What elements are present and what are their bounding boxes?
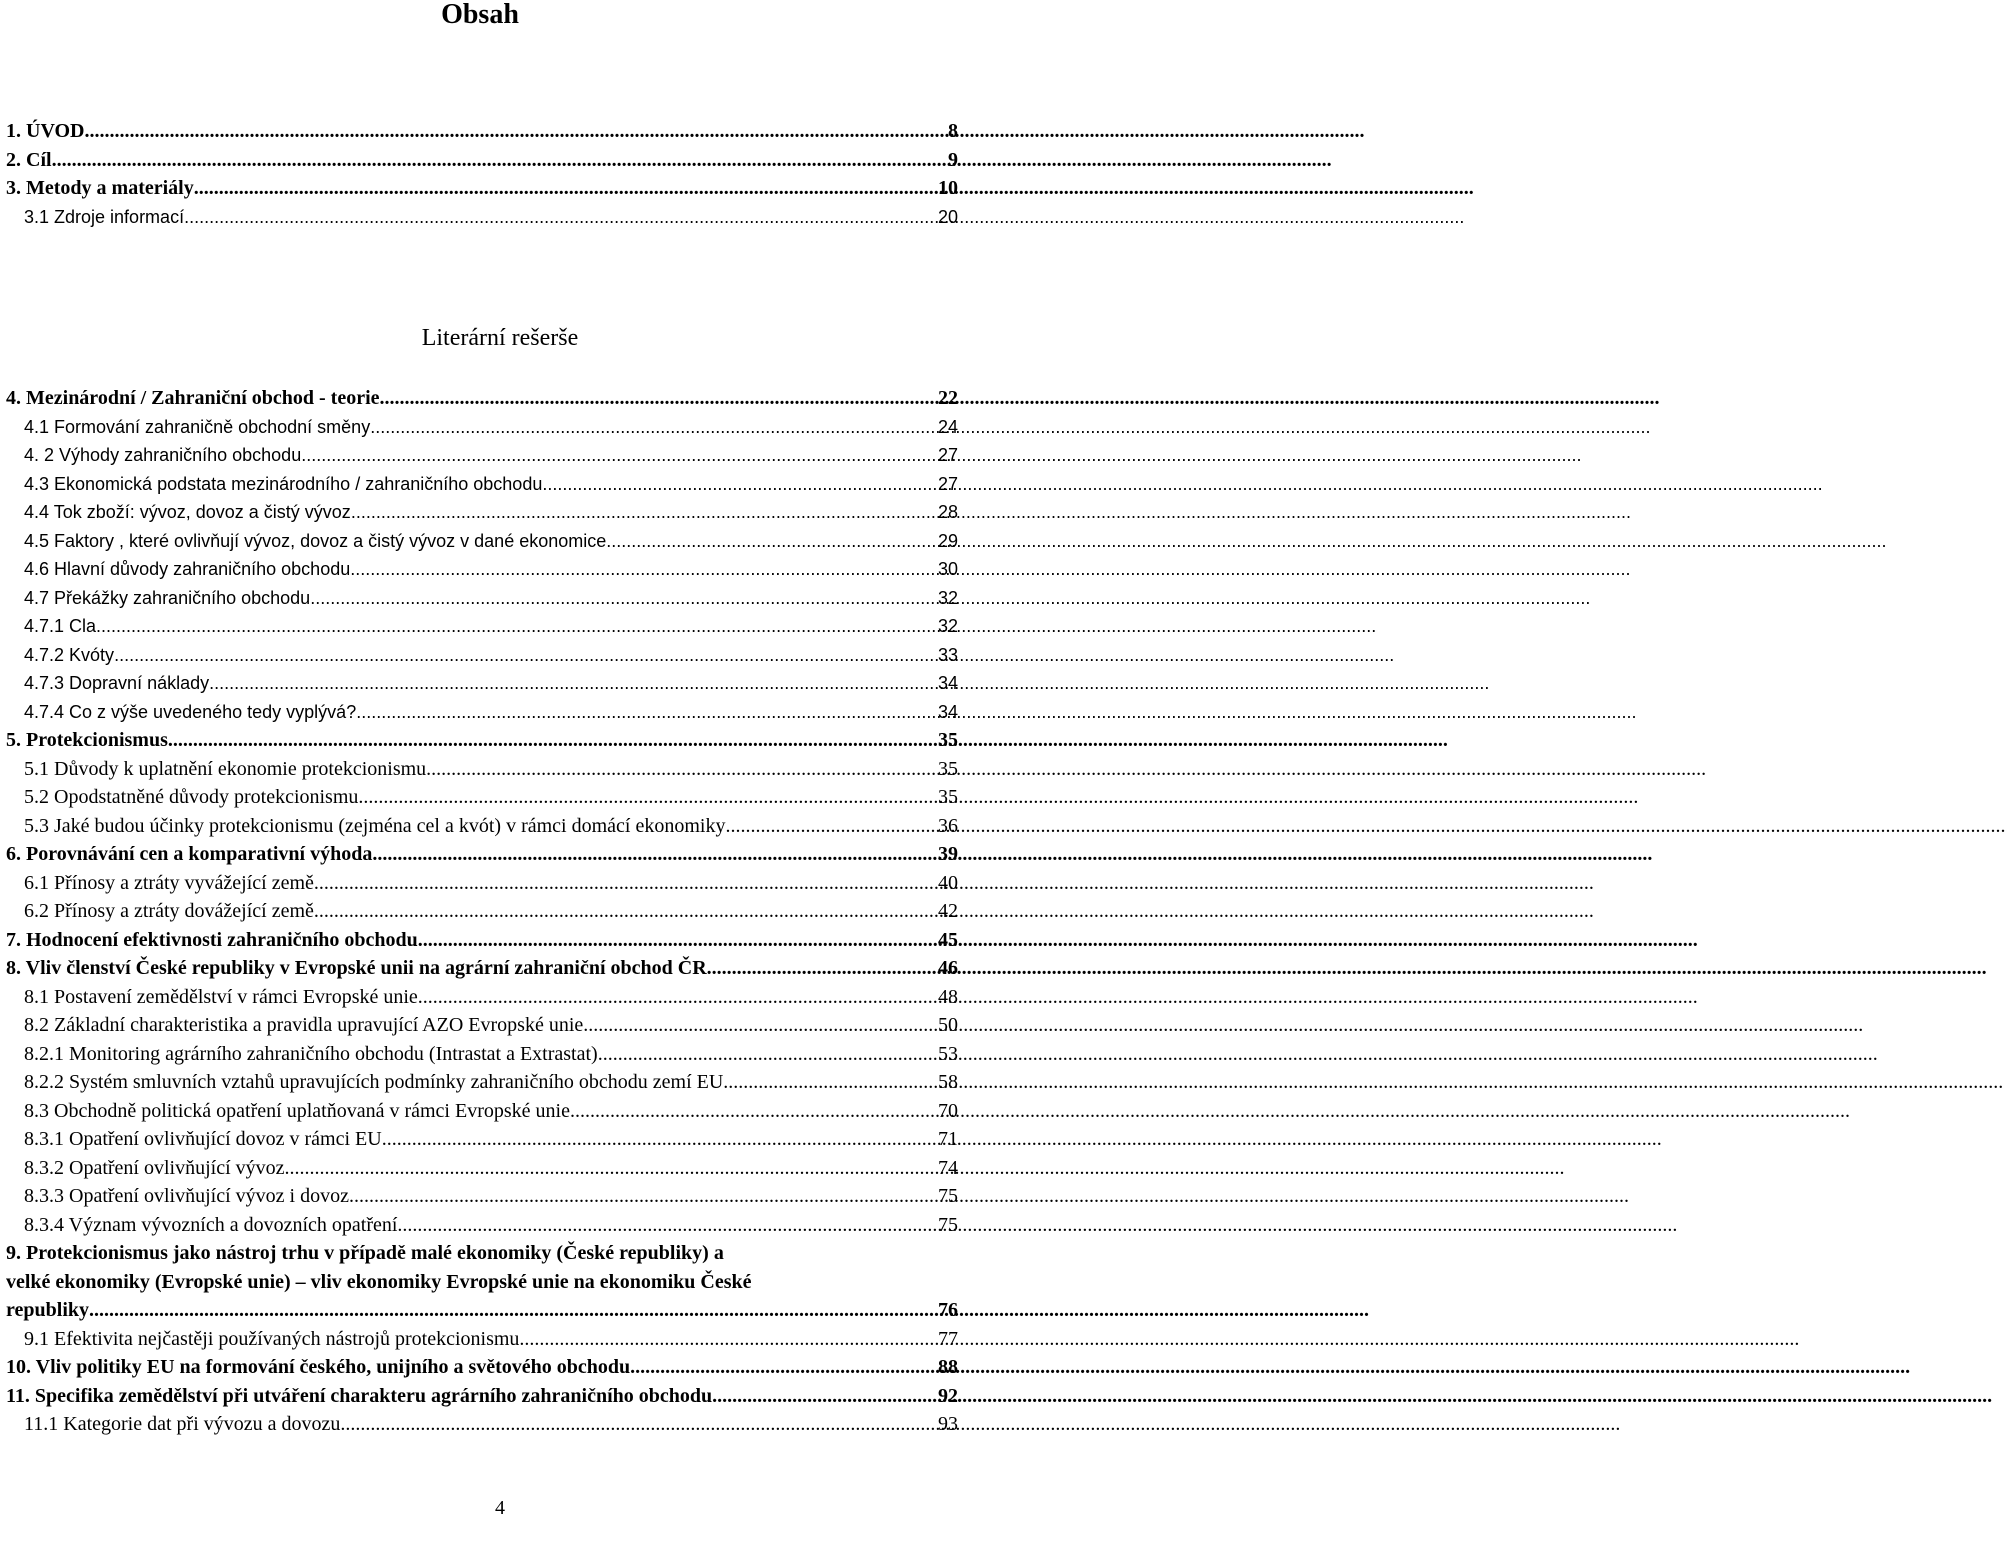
toc-entry[interactable] [0,926,960,955]
toc-entry-label: 4.1 Formování zahraničně obchodní směny [24,416,371,437]
toc-entry-label: 4.3 Ekonomická podstata mezinárodního / zahraničního obchodu [24,473,543,494]
toc-entry-page: 50 [938,1014,958,1036]
section-heading: Literární rešerše [421,325,579,351]
toc-entry[interactable] [0,755,960,784]
toc-entry[interactable] [0,1353,960,1382]
toc-entry[interactable] [0,384,960,413]
toc-entry-page: 58 [938,1071,958,1093]
toc-entry-page: 22 [938,387,958,409]
toc-entry[interactable] [0,783,960,812]
toc-entry[interactable] [0,612,960,641]
toc-entry-label: 4. Mezinárodní / Zahraniční obchod - teorie [6,387,380,409]
toc-entry[interactable] [0,812,960,841]
document-page [0,0,960,1543]
toc-entry-page: 27 [937,473,958,494]
toc-entry-page: 32 [937,616,958,636]
toc-entry-page: 93 [938,1413,958,1435]
toc-leader-dots [314,869,936,898]
toc-entry[interactable] [0,498,960,527]
toc-entry-page: 35 [938,729,958,751]
toc-entry-multiline[interactable] [0,1239,960,1325]
toc-entry-label: 4.7.3 Dopravní náklady [24,673,210,693]
toc-entry-label: 5.2 Opodstatněné důvody protekcionismu [24,786,359,808]
toc-entry-label: 5. Protekcionismus [6,729,168,751]
toc-leader-dots [583,1011,936,1040]
toc-entry-label: 8.3.4 Význam vývozních a dovozních opatření [24,1213,398,1236]
toc-entry-label: 1. ÚVOD [6,120,85,142]
toc-entry[interactable] [0,527,960,556]
toc-entry-page: 35 [938,786,958,808]
toc-entry-page: 76 [938,1299,958,1321]
toc-entry-page: 71 [938,1128,958,1150]
toc-entry-page: 35 [938,757,958,780]
toc-section-front [0,117,960,231]
toc-leader-dots [89,1296,936,1325]
toc-entry-page: 42 [938,900,958,922]
toc-entry[interactable] [0,203,960,232]
toc-entry-page: 75 [938,1213,958,1236]
toc-entry[interactable] [0,669,960,698]
toc-leader-dots [310,584,936,613]
toc-entry[interactable] [0,1325,960,1354]
toc-leader-dots [96,612,936,641]
toc-entry-page: 32 [937,587,958,608]
toc-leader-dots [542,470,936,499]
toc-entry[interactable] [0,983,960,1012]
toc-entry[interactable] [0,1211,960,1240]
toc-entry-page: 74 [938,1156,958,1179]
toc-entry-page: 29 [937,530,958,551]
toc-leader-dots [209,669,936,698]
toc-entry-label: 8.2.1 Monitoring agrárního zahraničního obchodu (Intrastat a Extrastat) [24,1042,598,1065]
toc-entry-label: 9.1 Efektivita nejčastěji používaných nástrojů protekcionismu [24,1327,520,1350]
toc-entry-page: 24 [937,416,958,437]
toc-entry-page: 8 [948,120,958,142]
toc-entry-label: 4.7.2 Kvóty [24,644,115,665]
toc-entry[interactable] [0,1382,960,1411]
toc-entry-label: 8.1 Postavení zemědělství v rámci Evropské unie [24,985,418,1008]
toc-entry[interactable] [0,555,960,584]
toc-entry[interactable] [0,1182,960,1211]
toc-leader-dots [570,1097,936,1126]
toc-entry[interactable] [0,897,960,926]
toc-entry-label: 8.2.2 Systém smluvních vztahů upravujících podmínky zahraničního obchodu zemí EU [24,1071,724,1093]
toc-entry-page: 77 [938,1327,958,1350]
toc-leader-dots [370,413,936,442]
toc-leader-dots [349,1182,936,1211]
toc-leader-dots [380,384,936,413]
toc-entry-label: 4.4 Tok zboží: vývoz, dovoz a čistý vývoz [24,502,351,522]
toc-leader-dots [723,1068,936,1097]
toc-leader-dots [194,174,936,203]
toc-entry-label: 4.7.1 Cla [24,616,97,636]
toc-entry-label: 11.1 Kategorie dat při vývozu a dovozu [24,1413,341,1435]
toc-leader-dots [114,641,936,670]
toc-entry-page: 9 [948,148,958,171]
toc-entry[interactable] [0,698,960,727]
toc-entry[interactable] [0,840,960,869]
toc-entry-label: 7. Hodnocení efektivnosti zahraničního obchodu [6,928,418,951]
toc-leader-dots [598,1040,936,1069]
toc-entry-label: 5.1 Důvody k uplatnění ekonomie protekcionismu [24,757,427,780]
toc-entry[interactable] [0,641,960,670]
toc-entry-page: 88 [938,1356,958,1378]
toc-entry[interactable] [0,441,960,470]
toc-entry-label: 6.1 Přínosy a ztráty vyvážející země [24,871,314,894]
toc-entry-page: 27 [937,445,958,465]
toc-entry[interactable] [0,954,960,983]
toc-entry-label: 3.1 Zdroje informací [24,206,185,227]
toc-leader-dots [397,1211,936,1240]
toc-leader-dots [372,840,936,869]
toc-entry-label: 4.5 Faktory , které ovlivňují vývoz, dovoz a čistý vývoz v dané ekonomice [24,530,607,551]
toc-entry[interactable] [0,1068,960,1097]
toc-leader-dots [184,203,936,232]
toc-entry[interactable] [0,146,960,175]
toc-entry-label: 8.2 Základní charakteristika a pravidla upravující AZO Evropské unie [24,1014,584,1036]
toc-leader-dots [52,146,946,175]
toc-entry-label: 8.3 Obchodně politická opatření uplatňovaná v rámci Evropské unie [24,1099,570,1122]
toc-entry-page: 92 [938,1384,958,1407]
toc-entry-label: 8. Vliv členství České republiky v Evropské unii na agrární zahraniční obchod ČR [6,957,707,979]
toc-entry-page: 20 [937,206,958,227]
toc-section-literature [0,384,960,1439]
toc-entry-label: 3. Metody a materiály [6,177,194,199]
toc-entry-label: 8.3.2 Opatření ovlivňující vývoz [24,1156,285,1179]
toc-leader-dots [725,812,936,841]
page-title: Obsah [441,0,519,30]
toc-entry-page: 45 [938,928,958,951]
toc-entry-label: 5.3 Jaké budou účinky protekcionismu (zejména cel a kvót) v rámci domácí ekonomiky [24,814,726,837]
toc-entry-label: 4.7 Překážky zahraničního obchodu [24,587,311,608]
toc-leader-dots [382,1125,936,1154]
toc-leader-dots [85,117,947,146]
toc-entry-label: 10. Vliv politiky EU na formování českého, unijního a světového obchodu [6,1356,631,1378]
toc-entry[interactable] [0,413,960,442]
toc-leader-dots [426,755,936,784]
toc-entry[interactable] [0,1125,960,1154]
toc-entry-page: 46 [938,957,958,979]
toc-leader-dots [418,926,936,955]
toc-entry[interactable] [0,1154,960,1183]
toc-entry-page: 28 [937,502,958,522]
toc-entry-page: 75 [938,1185,958,1207]
toc-entry-label: 4.6 Hlavní důvody zahraničního obchodu [24,559,351,579]
toc-entry-page: 36 [938,814,958,837]
toc-entry[interactable] [0,869,960,898]
toc-entry-label: 8.3.3 Opatření ovlivňující vývoz i dovoz [24,1185,349,1207]
toc-entry-label: 4. 2 Výhody zahraničního obchodu [24,445,302,465]
toc-entry-label: 6. Porovnávání cen a komparativní výhoda [6,843,373,865]
toc-entry[interactable] [0,174,960,203]
toc-entry[interactable] [0,1011,960,1040]
toc-entry-page: 70 [938,1099,958,1122]
toc-entry-label: republiky [6,1299,89,1321]
toc-leader-dots [630,1353,936,1382]
toc-entry-label: 4.7.4 Co z výše uvedeného tedy vyplývá? [24,701,357,722]
toc-entry[interactable] [0,1040,960,1069]
toc-entry[interactable] [0,470,960,499]
toc-leader-dots [712,1382,936,1411]
toc-entry[interactable] [0,726,960,755]
toc-leader-dots [351,498,936,527]
toc-leader-dots [314,897,936,926]
toc-entry-label: 2. Cíl [6,148,52,171]
toc-leader-dots [519,1325,936,1354]
toc-entry-page: 33 [937,644,958,665]
toc-entry[interactable] [0,117,960,146]
toc-leader-dots [301,441,936,470]
toc-leader-dots [350,555,936,584]
toc-entry-page: 53 [938,1042,958,1065]
toc-entry-page: 10 [938,177,958,199]
toc-entry-label: 6.2 Přínosy a ztráty dovážející země [24,900,314,922]
toc-entry-label: 8.3.1 Opatření ovlivňující dovoz v rámci EU [24,1128,382,1150]
toc-leader-dots [358,783,936,812]
toc-entry-page: 30 [937,559,958,579]
toc-leader-dots [418,983,936,1012]
toc-entry[interactable] [0,584,960,613]
toc-entry-page: 34 [937,673,958,693]
toc-leader-dots [707,954,936,983]
toc-leader-dots [340,1410,936,1439]
toc-entry-page: 34 [937,701,958,722]
toc-entry[interactable] [0,1097,960,1126]
toc-entry-line: 9. Protekcionismus jako nástroj trhu v případě malé ekonomiky (České republiky) a [6,1242,724,1264]
toc-entry[interactable] [0,1410,960,1439]
page-number: 4 [495,1497,505,1519]
toc-entry-page: 39 [938,843,958,865]
toc-leader-dots [285,1154,936,1183]
toc-entry-page: 40 [938,871,958,894]
toc-entry-line: velké ekonomiky (Evropské unie) – vliv ekonomiky Evropské unie na ekonomiku České [6,1270,752,1293]
toc-entry-page: 48 [938,985,958,1008]
toc-leader-dots [356,698,936,727]
toc-entry-label: 11. Specifika zemědělství při utváření charakteru agrárního zahraničního obchodu [6,1384,713,1407]
toc-leader-dots [606,527,936,556]
toc-leader-dots [168,726,936,755]
